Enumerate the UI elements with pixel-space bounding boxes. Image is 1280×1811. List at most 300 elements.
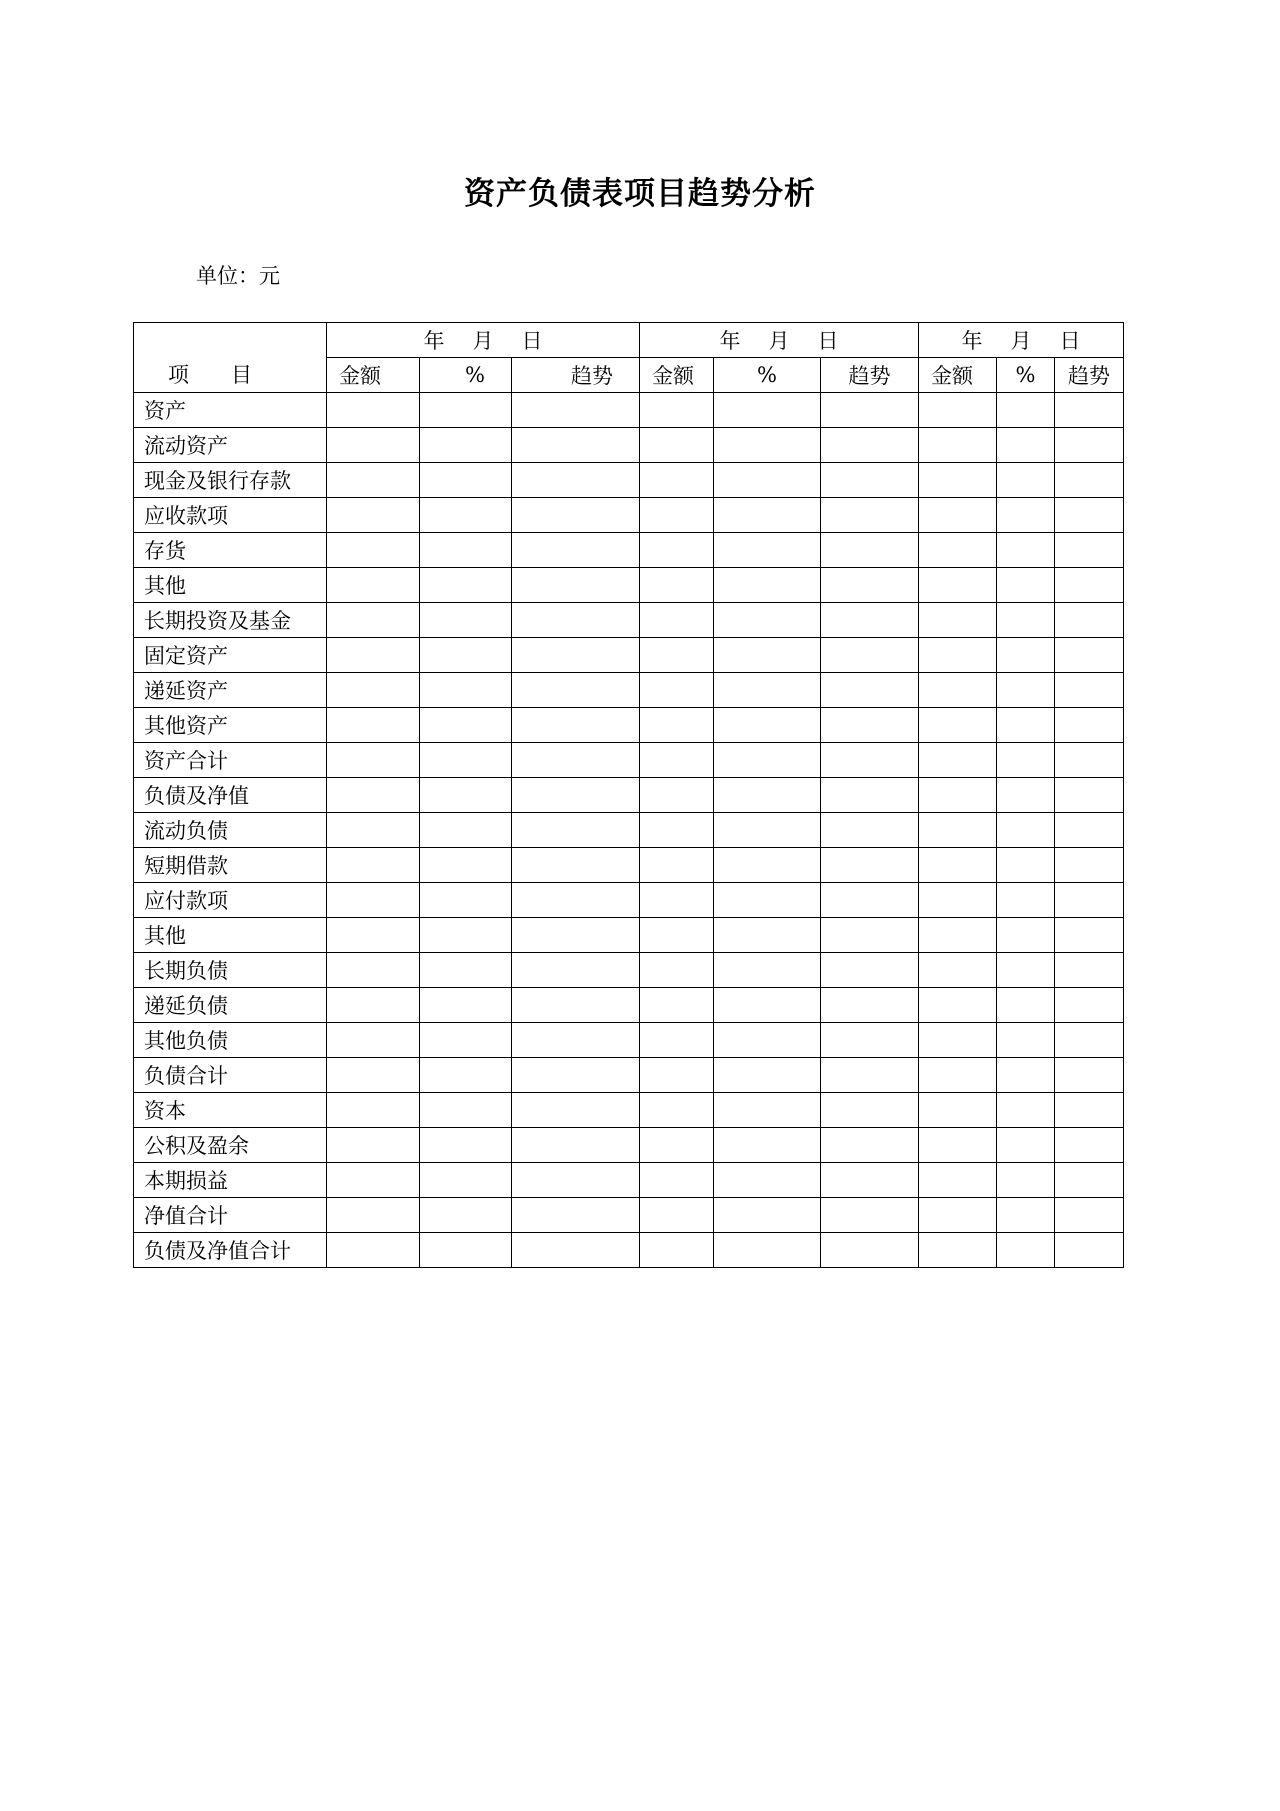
value-cell[interactable]: [1055, 1058, 1124, 1093]
value-cell[interactable]: [640, 393, 714, 428]
value-cell[interactable]: [420, 1023, 512, 1058]
value-cell[interactable]: [512, 568, 640, 603]
value-cell[interactable]: [512, 1163, 640, 1198]
value-cell[interactable]: [919, 1058, 997, 1093]
date-group-1: [327, 323, 640, 358]
trend-header: 趋势: [1055, 358, 1124, 393]
value-cell[interactable]: [714, 1093, 821, 1128]
value-cell[interactable]: [714, 1023, 821, 1058]
value-cell[interactable]: [1055, 1163, 1124, 1198]
value-cell[interactable]: [919, 883, 997, 918]
value-cell[interactable]: [821, 603, 919, 638]
value-cell[interactable]: [512, 1023, 640, 1058]
month-label: 月: [1010, 329, 1032, 353]
value-cell[interactable]: [821, 1128, 919, 1163]
percent-header: %: [714, 358, 821, 393]
value-cell[interactable]: [714, 638, 821, 673]
table-row: [134, 1128, 1124, 1163]
value-cell[interactable]: [420, 708, 512, 743]
value-cell[interactable]: [821, 463, 919, 498]
value-cell[interactable]: [919, 603, 997, 638]
value-cell[interactable]: [919, 918, 997, 953]
value-cell[interactable]: [997, 778, 1055, 813]
row-label: 长期投资及基金: [134, 603, 327, 638]
value-cell[interactable]: [327, 708, 420, 743]
table-row: [134, 568, 1124, 603]
value-cell[interactable]: [997, 673, 1055, 708]
value-cell[interactable]: [420, 883, 512, 918]
value-cell[interactable]: [714, 813, 821, 848]
table-row: [134, 1058, 1124, 1093]
value-cell[interactable]: [919, 428, 997, 463]
row-label: 应收款项: [134, 498, 327, 533]
value-cell[interactable]: [640, 918, 714, 953]
row-label: 资产: [134, 393, 327, 428]
value-cell[interactable]: [640, 568, 714, 603]
value-cell[interactable]: [821, 813, 919, 848]
day-label: 日: [1059, 329, 1081, 353]
table-row: [134, 1093, 1124, 1128]
value-cell[interactable]: [420, 1128, 512, 1163]
value-cell[interactable]: [997, 463, 1055, 498]
value-cell[interactable]: [919, 1163, 997, 1198]
value-cell[interactable]: [420, 1058, 512, 1093]
table-row: [134, 988, 1124, 1023]
value-cell[interactable]: [420, 1093, 512, 1128]
table-row: [134, 533, 1124, 568]
value-cell[interactable]: [919, 1198, 997, 1233]
value-cell[interactable]: [327, 1023, 420, 1058]
value-cell[interactable]: [919, 638, 997, 673]
value-cell[interactable]: [919, 953, 997, 988]
value-cell[interactable]: [714, 603, 821, 638]
value-cell[interactable]: [512, 778, 640, 813]
value-cell[interactable]: [714, 1128, 821, 1163]
value-cell[interactable]: [714, 1163, 821, 1198]
value-cell[interactable]: [512, 813, 640, 848]
table-row: [134, 918, 1124, 953]
value-cell[interactable]: [420, 393, 512, 428]
value-cell[interactable]: [714, 883, 821, 918]
value-cell[interactable]: [997, 1128, 1055, 1163]
value-cell[interactable]: [420, 533, 512, 568]
date-group-3: [919, 323, 1124, 358]
value-cell[interactable]: [512, 603, 640, 638]
value-cell[interactable]: [821, 1093, 919, 1128]
value-cell[interactable]: [1055, 638, 1124, 673]
value-cell[interactable]: [714, 463, 821, 498]
value-cell[interactable]: [420, 918, 512, 953]
value-cell[interactable]: [821, 393, 919, 428]
value-cell[interactable]: [512, 743, 640, 778]
table-row: [134, 848, 1124, 883]
row-label: 负债合计: [134, 1058, 327, 1093]
value-cell[interactable]: [714, 708, 821, 743]
value-cell[interactable]: [1055, 743, 1124, 778]
value-cell[interactable]: [420, 988, 512, 1023]
value-cell[interactable]: [821, 568, 919, 603]
value-cell[interactable]: [1055, 463, 1124, 498]
value-cell[interactable]: [821, 1023, 919, 1058]
table-row: [134, 953, 1124, 988]
table-row: [134, 1198, 1124, 1233]
value-cell[interactable]: [1055, 778, 1124, 813]
value-cell[interactable]: [714, 918, 821, 953]
value-cell[interactable]: [1055, 988, 1124, 1023]
value-cell[interactable]: [512, 393, 640, 428]
value-cell[interactable]: [640, 1093, 714, 1128]
value-cell[interactable]: [420, 638, 512, 673]
value-cell[interactable]: [512, 1233, 640, 1268]
value-cell[interactable]: [327, 883, 420, 918]
value-cell[interactable]: [640, 673, 714, 708]
percent-header: %: [420, 358, 512, 393]
value-cell[interactable]: [919, 813, 997, 848]
value-cell[interactable]: [821, 1198, 919, 1233]
amount-header: 金额: [640, 358, 714, 393]
value-cell[interactable]: [714, 568, 821, 603]
value-cell[interactable]: [714, 778, 821, 813]
value-cell[interactable]: [420, 568, 512, 603]
value-cell[interactable]: [640, 708, 714, 743]
value-cell[interactable]: [327, 393, 420, 428]
value-cell[interactable]: [821, 848, 919, 883]
value-cell[interactable]: [919, 568, 997, 603]
value-cell[interactable]: [640, 603, 714, 638]
value-cell[interactable]: [919, 708, 997, 743]
value-cell[interactable]: [1055, 1023, 1124, 1058]
value-cell[interactable]: [821, 1058, 919, 1093]
value-cell[interactable]: [327, 1163, 420, 1198]
value-cell[interactable]: [997, 708, 1055, 743]
value-cell[interactable]: [997, 533, 1055, 568]
value-cell[interactable]: [919, 498, 997, 533]
value-cell[interactable]: [327, 638, 420, 673]
percent-header: %: [997, 358, 1055, 393]
value-cell[interactable]: [997, 743, 1055, 778]
value-cell[interactable]: [640, 1163, 714, 1198]
value-cell[interactable]: [821, 953, 919, 988]
value-cell[interactable]: [640, 498, 714, 533]
project-header: [134, 323, 327, 393]
row-label: 资本: [134, 1093, 327, 1128]
amount-header: 金额: [327, 358, 420, 393]
value-cell[interactable]: [512, 883, 640, 918]
value-cell[interactable]: [714, 673, 821, 708]
value-cell[interactable]: [420, 1233, 512, 1268]
value-cell[interactable]: [997, 1233, 1055, 1268]
value-cell[interactable]: [821, 988, 919, 1023]
value-cell[interactable]: [1055, 883, 1124, 918]
value-cell[interactable]: [1055, 498, 1124, 533]
project-header-char-1: 项: [168, 363, 189, 387]
row-label: 递延资产: [134, 673, 327, 708]
value-cell[interactable]: [512, 1093, 640, 1128]
value-cell[interactable]: [1055, 673, 1124, 708]
value-cell[interactable]: [512, 848, 640, 883]
value-cell[interactable]: [420, 848, 512, 883]
value-cell[interactable]: [327, 1233, 420, 1268]
table-row: [134, 708, 1124, 743]
value-cell[interactable]: [714, 1233, 821, 1268]
value-cell[interactable]: [512, 988, 640, 1023]
table-row: [134, 1023, 1124, 1058]
value-cell[interactable]: [512, 533, 640, 568]
value-cell[interactable]: [997, 428, 1055, 463]
value-cell[interactable]: [821, 1233, 919, 1268]
value-cell[interactable]: [420, 813, 512, 848]
value-cell[interactable]: [714, 428, 821, 463]
row-label: 其他资产: [134, 708, 327, 743]
value-cell[interactable]: [640, 1023, 714, 1058]
value-cell[interactable]: [714, 743, 821, 778]
value-cell[interactable]: [821, 778, 919, 813]
value-cell[interactable]: [327, 1128, 420, 1163]
project-header-char-2: 目: [231, 363, 252, 387]
value-cell[interactable]: [997, 813, 1055, 848]
value-cell[interactable]: [327, 1058, 420, 1093]
value-cell[interactable]: [512, 1058, 640, 1093]
year-label: 年: [961, 329, 983, 353]
table-row: [134, 743, 1124, 778]
header-row-dates: [134, 323, 1124, 358]
table-row: [134, 603, 1124, 638]
value-cell[interactable]: [997, 498, 1055, 533]
value-cell[interactable]: [512, 638, 640, 673]
row-label: 负债及净值合计: [134, 1233, 327, 1268]
row-label: 其他: [134, 568, 327, 603]
value-cell[interactable]: [640, 428, 714, 463]
value-cell[interactable]: [512, 428, 640, 463]
trend-header: 趋势: [512, 358, 640, 393]
row-label: 其他负债: [134, 1023, 327, 1058]
value-cell[interactable]: [327, 498, 420, 533]
row-label: 流动资产: [134, 428, 327, 463]
value-cell[interactable]: [997, 953, 1055, 988]
value-cell[interactable]: [821, 918, 919, 953]
value-cell[interactable]: [1055, 953, 1124, 988]
value-cell[interactable]: [997, 603, 1055, 638]
value-cell[interactable]: [714, 533, 821, 568]
value-cell[interactable]: [512, 708, 640, 743]
value-cell[interactable]: [997, 1023, 1055, 1058]
value-cell[interactable]: [714, 848, 821, 883]
value-cell[interactable]: [1055, 428, 1124, 463]
value-cell[interactable]: [420, 498, 512, 533]
value-cell[interactable]: [327, 533, 420, 568]
row-label: 其他: [134, 918, 327, 953]
value-cell[interactable]: [1055, 568, 1124, 603]
value-cell[interactable]: [1055, 918, 1124, 953]
unit-label: 单位：元: [196, 264, 280, 288]
value-cell[interactable]: [919, 393, 997, 428]
value-cell[interactable]: [640, 1058, 714, 1093]
value-cell[interactable]: [821, 673, 919, 708]
value-cell[interactable]: [919, 673, 997, 708]
value-cell[interactable]: [997, 568, 1055, 603]
value-cell[interactable]: [327, 568, 420, 603]
value-cell[interactable]: [420, 673, 512, 708]
value-cell[interactable]: [512, 463, 640, 498]
value-cell[interactable]: [1055, 813, 1124, 848]
value-cell[interactable]: [714, 1198, 821, 1233]
value-cell[interactable]: [1055, 848, 1124, 883]
value-cell[interactable]: [640, 988, 714, 1023]
row-label: 现金及银行存款: [134, 463, 327, 498]
value-cell[interactable]: [512, 498, 640, 533]
value-cell[interactable]: [997, 1198, 1055, 1233]
value-cell[interactable]: [420, 463, 512, 498]
month-label: 月: [768, 329, 790, 353]
value-cell[interactable]: [1055, 533, 1124, 568]
value-cell[interactable]: [997, 393, 1055, 428]
value-cell[interactable]: [420, 428, 512, 463]
amount-header: 金额: [919, 358, 997, 393]
value-cell[interactable]: [919, 778, 997, 813]
value-cell[interactable]: [327, 743, 420, 778]
trend-analysis-table: [133, 322, 1124, 1268]
table-row: [134, 813, 1124, 848]
table-row: [134, 1233, 1124, 1268]
value-cell[interactable]: [1055, 393, 1124, 428]
month-label: 月: [472, 329, 494, 353]
value-cell[interactable]: [919, 1023, 997, 1058]
value-cell[interactable]: [821, 743, 919, 778]
value-cell[interactable]: [997, 1058, 1055, 1093]
value-cell[interactable]: [821, 638, 919, 673]
value-cell[interactable]: [512, 673, 640, 708]
year-label: 年: [423, 329, 445, 353]
value-cell[interactable]: [640, 813, 714, 848]
date-group-2: [640, 323, 919, 358]
value-cell[interactable]: [512, 953, 640, 988]
value-cell[interactable]: [919, 1233, 997, 1268]
value-cell[interactable]: [640, 463, 714, 498]
value-cell[interactable]: [714, 393, 821, 428]
row-label: 应付款项: [134, 883, 327, 918]
value-cell[interactable]: [997, 1093, 1055, 1128]
row-label: 负债及净值: [134, 778, 327, 813]
value-cell[interactable]: [714, 1058, 821, 1093]
value-cell[interactable]: [997, 988, 1055, 1023]
value-cell[interactable]: [997, 848, 1055, 883]
table-row: [134, 883, 1124, 918]
value-cell[interactable]: [420, 778, 512, 813]
row-label: 短期借款: [134, 848, 327, 883]
value-cell[interactable]: [919, 848, 997, 883]
trend-header: 趋势: [821, 358, 919, 393]
value-cell[interactable]: [821, 428, 919, 463]
year-label: 年: [719, 329, 741, 353]
value-cell[interactable]: [420, 1198, 512, 1233]
value-cell[interactable]: [512, 1128, 640, 1163]
value-cell[interactable]: [327, 778, 420, 813]
value-cell[interactable]: [640, 778, 714, 813]
row-label: 净值合计: [134, 1198, 327, 1233]
value-cell[interactable]: [919, 1093, 997, 1128]
value-cell[interactable]: [919, 743, 997, 778]
value-cell[interactable]: [919, 1128, 997, 1163]
value-cell[interactable]: [714, 988, 821, 1023]
table-row: [134, 638, 1124, 673]
table-row: [134, 428, 1124, 463]
row-label: 流动负债: [134, 813, 327, 848]
page-title: 资产负债表项目趋势分析: [464, 176, 816, 212]
value-cell[interactable]: [640, 1128, 714, 1163]
value-cell[interactable]: [327, 848, 420, 883]
value-cell[interactable]: [420, 743, 512, 778]
value-cell[interactable]: [512, 1198, 640, 1233]
value-cell[interactable]: [1055, 1128, 1124, 1163]
value-cell[interactable]: [327, 428, 420, 463]
row-label: 公积及盈余: [134, 1128, 327, 1163]
row-label: 固定资产: [134, 638, 327, 673]
value-cell[interactable]: [640, 848, 714, 883]
value-cell[interactable]: [640, 743, 714, 778]
table-row: [134, 673, 1124, 708]
value-cell[interactable]: [714, 498, 821, 533]
value-cell[interactable]: [640, 1198, 714, 1233]
value-cell[interactable]: [997, 638, 1055, 673]
table-row: [134, 778, 1124, 813]
value-cell[interactable]: [512, 918, 640, 953]
value-cell[interactable]: [1055, 1093, 1124, 1128]
value-cell[interactable]: [640, 1233, 714, 1268]
value-cell[interactable]: [327, 813, 420, 848]
value-cell[interactable]: [821, 883, 919, 918]
value-cell[interactable]: [327, 988, 420, 1023]
value-cell[interactable]: [997, 918, 1055, 953]
value-cell[interactable]: [327, 1198, 420, 1233]
value-cell[interactable]: [640, 883, 714, 918]
value-cell[interactable]: [327, 603, 420, 638]
table-row: [134, 463, 1124, 498]
value-cell[interactable]: [420, 953, 512, 988]
row-label: 递延负债: [134, 988, 327, 1023]
value-cell[interactable]: [821, 708, 919, 743]
row-label: 资产合计: [134, 743, 327, 778]
value-cell[interactable]: [714, 953, 821, 988]
value-cell[interactable]: [327, 918, 420, 953]
value-cell[interactable]: [1055, 603, 1124, 638]
day-label: 日: [521, 329, 543, 353]
table-row: [134, 498, 1124, 533]
value-cell[interactable]: [1055, 1198, 1124, 1233]
value-cell[interactable]: [1055, 708, 1124, 743]
table-row: [134, 1163, 1124, 1198]
value-cell[interactable]: [640, 638, 714, 673]
value-cell[interactable]: [919, 463, 997, 498]
value-cell[interactable]: [640, 953, 714, 988]
value-cell[interactable]: [327, 1093, 420, 1128]
value-cell[interactable]: [997, 883, 1055, 918]
value-cell[interactable]: [821, 1163, 919, 1198]
day-label: 日: [817, 329, 839, 353]
value-cell[interactable]: [919, 533, 997, 568]
value-cell[interactable]: [821, 498, 919, 533]
value-cell[interactable]: [640, 533, 714, 568]
value-cell[interactable]: [997, 1163, 1055, 1198]
value-cell[interactable]: [420, 603, 512, 638]
value-cell[interactable]: [327, 463, 420, 498]
row-label: 本期损益: [134, 1163, 327, 1198]
value-cell[interactable]: [919, 988, 997, 1023]
value-cell[interactable]: [821, 533, 919, 568]
value-cell[interactable]: [327, 953, 420, 988]
value-cell[interactable]: [1055, 1233, 1124, 1268]
value-cell[interactable]: [327, 673, 420, 708]
value-cell[interactable]: [420, 1163, 512, 1198]
